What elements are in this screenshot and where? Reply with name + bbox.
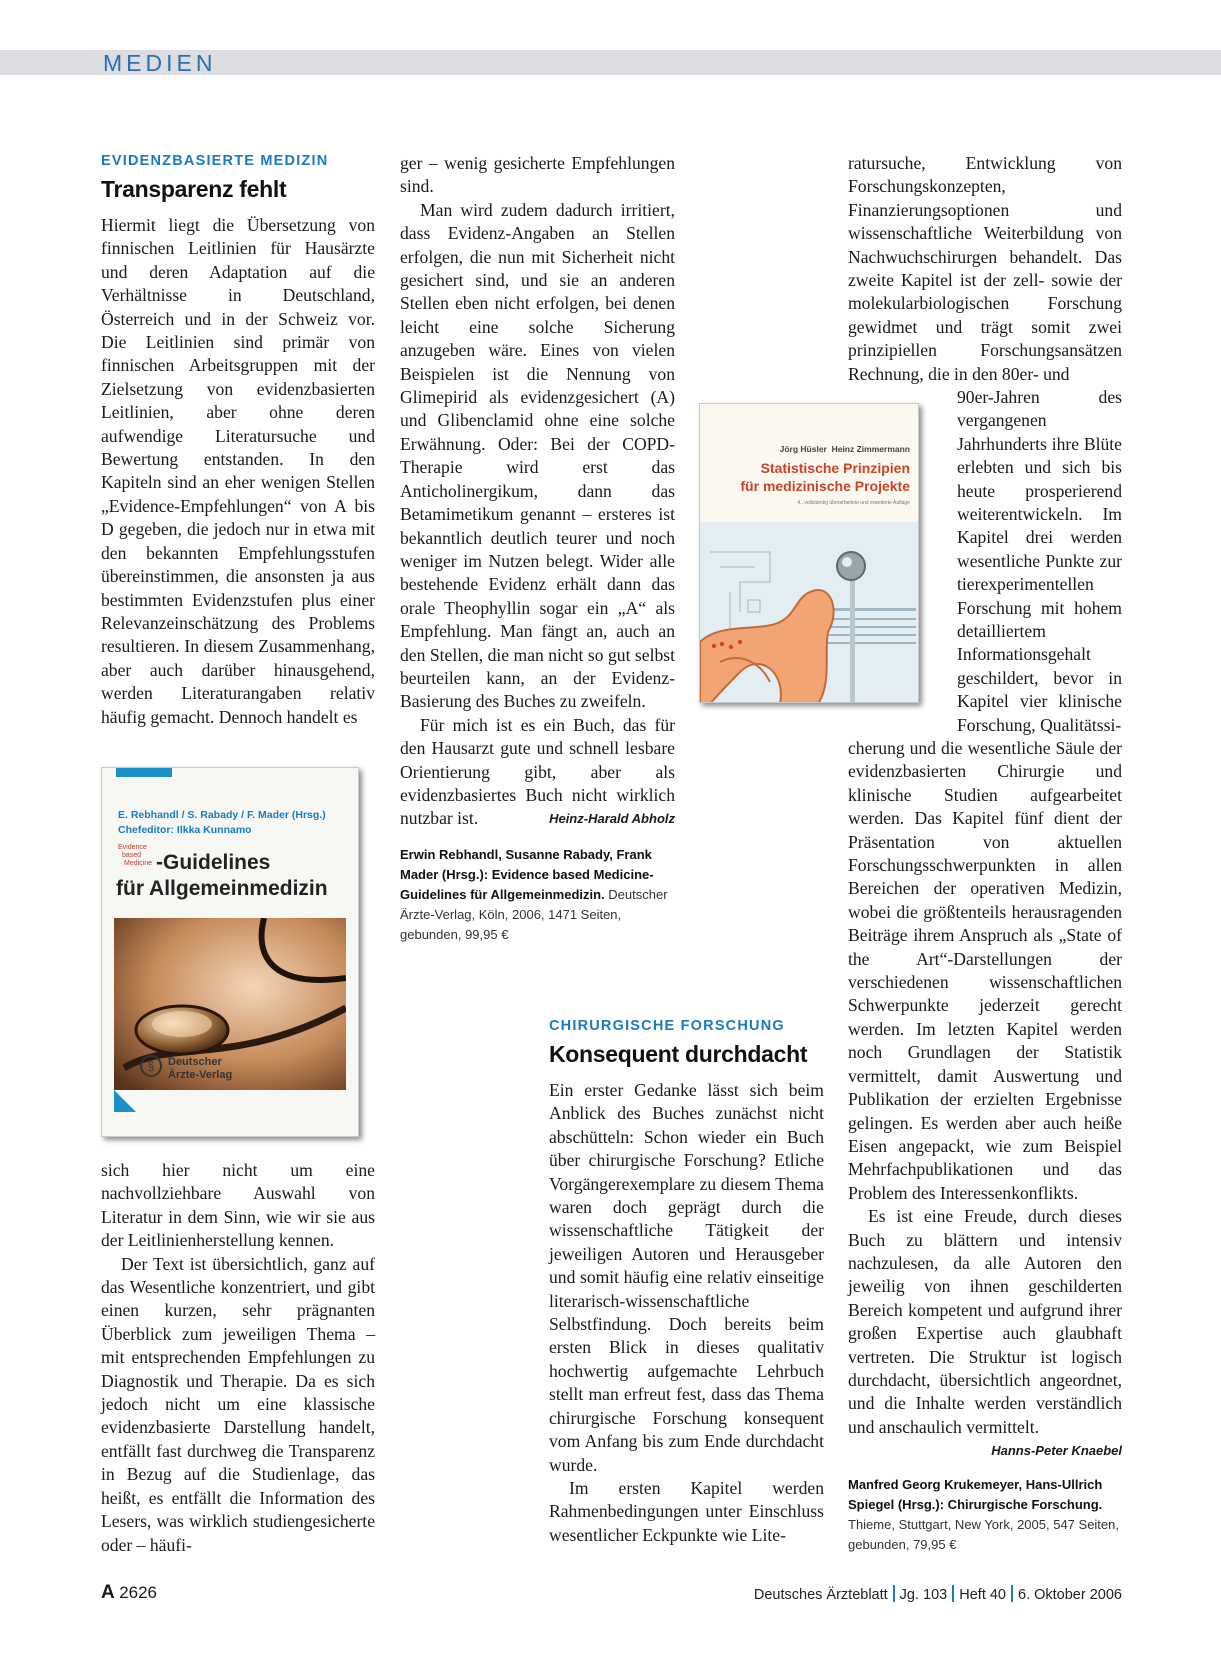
article2-column4-wrap — [957, 386, 1122, 737]
article2-biblio-details: Thieme, Stuttgart, New York, 2005, 547 Seiten, gebunden, 79,95 € — [848, 1516, 1119, 1552]
section-label: MEDIEN — [103, 50, 217, 76]
article2-column3 — [549, 1017, 824, 1547]
cover2-title-line2: für medizinische Projekte — [740, 478, 910, 494]
cover-ebm-evidence: Evidence — [118, 844, 147, 851]
book-cover-statistik — [699, 403, 919, 703]
article2-paragraph: ratursuche, Entwicklung von Forschungskonzepten, Finanzierungsoptionen und wissenschaftliche Weiterbildung von Nachwuchschirurgen behandelt. Das zweite Kapitel ist der zell- sowie der molekularbiologischen Forschung gewidmet und trägt somit zwei prinzipiellen Forschungsansätzen Rechnung, die in den 80er- und — [848, 153, 1122, 384]
article2-column4-bottom — [848, 737, 1122, 1555]
cover-ebm-medicine: Medicine — [124, 860, 153, 867]
article1-paragraph: Hiermit liegt die Übersetzung von finnischen Leitlinien für Hausärzte und deren Adaptation auf die Verhältnisse in Deutschland, Österreich und in der Schweiz vor. Die Leitlinien sind primär von finnischen Arbeitsgruppen mit der Zielsetzung von evidenzbasierten Leitlinien, aber ohne deren aufwendige Literatursuche und Bewertung entstanden. In den Kapiteln sind an eher wenigen Stellen „Evidence-Empfehlungen“ von A bis D gegeben, die jedoch nur in etwa mit den bekannten Empfehlungsstufen übereinstimmen, die ansonsten ja aus bestimmten Evidenzstufen plus einer Relevanzeinschätzung des Problems resultieren. In diesem Zusammenhang, aber auch darüber hinausgehend, werden Literaturangaben relativ häufig gemacht. Dennoch handelt es — [101, 215, 375, 727]
cover-ebm-based: based — [122, 852, 142, 859]
journal-volume: Jg. 103 — [899, 1587, 948, 1603]
article1-biblio-title: Erwin Rebhandl, Susanne Rabady, Frank Mader (Hrsg.): Evidence based Medicine-Guidelines für Allgemeinmedizin. — [400, 846, 654, 902]
article1-paragraph: sich hier nicht um eine nachvollziehbare Auswahl von Literatur in dem Sinn, wie wir sie aus der Leitlinienherstellung kennen. — [101, 1160, 375, 1251]
article2-column4-top — [848, 152, 1122, 386]
page-number: 2626 — [119, 1583, 158, 1602]
article2-kicker: CHIRURGISCHE FORSCHUNG — [549, 1018, 785, 1034]
journal-issue: Heft 40 — [959, 1587, 1006, 1603]
cover-publisher-line2: Ärzte-Verlag — [168, 1069, 233, 1081]
article1-title: Transparenz fehlt — [101, 176, 287, 202]
article1-paragraph: Man wird zudem dadurch irritiert, dass Evidenz-Angaben an Stellen erfolgen, die nun mit Sicherheit nicht gesichert sind, und sie an anderen Stellen eben nicht erfolgen, bei denen leicht eine solche Sicherung anzugeben wäre. Eines von vielen Beispielen ist die Nennung von Glimepirid als evidenzgesichert (A) und Glibenclamid ohne eine solche Erwähnung. Oder: Bei der COPD-Therapie wird erst das Anticholinergikum, dann das Betamimetikum genannt – ersteres ist bekanntlich deutlich teurer und noch weniger im Nutzen belegt. Wider alle bestehende Evidenz erhält dann das orale Theophyllin sogar ein „A“ als Empfehlung. Man fängt an, auch an den Stellen, die man nicht so gut selbst beurteilen kann, an der Evidenz-Basierung des Buches zu zweifeln. — [400, 199, 675, 712]
page-letter: A — [101, 1582, 115, 1603]
article1-bibliography — [400, 845, 675, 945]
article2-paragraph-last — [848, 1205, 1122, 1459]
cover-corner-triangle — [114, 1090, 136, 1112]
article2-author: Hanns-Peter Knaebel — [991, 1443, 1122, 1459]
page-footer-right — [754, 1585, 1122, 1603]
article1-author: Heinz-Harald Abholz — [549, 811, 675, 827]
article1-closing-text: Für mich ist es ein Buch, das für den Hausarzt gute und schnell lesbare Orientierung gibt, aber als evidenzbasiertes Buch nicht wirklich nutzbar ist. — [400, 714, 675, 829]
journal-name: Deutsches Ärzteblatt — [753, 1587, 888, 1603]
article2-paragraph: Ein erster Gedanke lässt sich beim Anblick des Buches zunächst nicht abschütteln: Schon wieder ein Buch über chirurgische Forschung? Etliche Vorgängerexemplare zu diesem Thema waren doch geprägt durch die wissenschaftliche Tätigkeit der jeweiligen Autoren und Herausgeber und somit häufig eine relativ einseitige literarisch-wissenschaftliche Selbstfindung. Doch bereits beim ersten Blick in dieses qualitativ hochwertig aufgemachte Lehrbuch stellt man erfreut fest, dass das Thema chirurgische Forschung konsequent vom Anfang bis zum Ende durchdacht wurde. — [549, 1080, 824, 1475]
article1-column1-top — [101, 152, 375, 729]
article2-bibliography — [848, 1475, 1122, 1555]
cover-ebm-logo — [118, 844, 154, 868]
article1-kicker: EVIDENZBASIERTE MEDIZIN — [101, 153, 329, 169]
article1-biblio-details: Deutscher Ärzte-Verlag, Köln, 2006, 1471 Seiten, gebunden, 99,95 € — [400, 886, 668, 942]
article1-paragraph: ger – wenig gesicherte Empfehlungen sind. — [400, 153, 675, 197]
article2-paragraph: cherung und die wesentliche Säule der evidenzbasierten Chirurgie und klinische Studien aufgearbeitet werden. Das Kapitel fünf dient der Präsentation von aktuellen Forschungsschwerpunkten in allen Bereichen der operativen Medizin, wobei die größtenteils herausragenden Beiträge ihrem Anspruch als „State of the Art“-Darstellungen der verschiedenen wissenschaftlichen Schwerpunkte jederzeit gerecht werden. Im letzten Kapitel werden noch Grundlagen der Statistik vermittelt, damit Auswertung und Publikation der erzielten Ergebnisse gelingen. Es werden aber auch heiße Eisen angepackt, wie zum Beispiel Mehrfachpublikationen und das Problem des Interessenkonflikts. — [848, 738, 1122, 1203]
cover-title-suffix: -Guidelines — [156, 851, 271, 874]
article2-paragraph: 90er-Jahren des vergangenen Jahrhunderts ihre Blüte erlebten und sich bis heute prosperierend weiterentwickeln. Im Kapitel drei werden wesentliche Punkte zur tierexperimentellen Forschung mit hohem detailliertem Informationsgehalt geschildert, bevor in Kapitel vier klinische Forschung, Qualitätssi- — [957, 387, 1122, 735]
footer-separator — [1011, 1585, 1013, 1602]
cover2-title-line1: Statistische Prinzipien — [760, 460, 910, 476]
article1-paragraph: Der Text ist übersichtlich, ganz auf das Wesentliche konzentriert, und gibt einen kurzen, sehr prägnanten Überblick zum jeweiligen Thema – mit entsprechenden Empfehlungen zu Diagnostik und Therapie. Da es sich jedoch nicht um eine klassische evidenzbasierte Darstellung handelt, entfällt fast durchweg die Transparenz in Bezug auf die Studienlage, das heißt, es entfällt die Information des Lesers, was wirklich studiengesicherte oder – häufi- — [101, 1253, 375, 1555]
article1-paragraph-last — [400, 714, 675, 831]
cover2-authors: Jörg Hüsler Heinz Zimmermann — [779, 444, 910, 454]
footer-separator — [952, 1585, 954, 1602]
footer-separator — [893, 1585, 895, 1602]
article2-closing-text: Es ist eine Freude, durch dieses Buch zu blättern und intensiv nachzulesen, da alle Autoren den jeweilig von ihnen geschilderten Bereich kompetent und aufgrund ihrer großen Expertise auch glaubhaft vertreten. Die Struktur ist logisch durchdacht, übersichtlich angeordnet, und die Inhalte werden verständlich und anschaulich vermittelt. — [848, 1206, 1122, 1437]
cover-editors: E. Rebhandl / S. Rabady / F. Mader (Hrsg.) — [118, 809, 326, 821]
article2-title: Konsequent durchdacht — [549, 1041, 808, 1067]
publisher-logo-icon: § — [140, 1055, 162, 1077]
article2-paragraph: Im ersten Kapitel werden Rahmenbedingungen unter Einschluss wesentlicher Eckpunkte wie Lite- — [549, 1477, 824, 1545]
article2-biblio-title: Manfred Georg Krukemeyer, Hans-Ullrich Spiegel (Hrsg.): Chirurgische Forschung. — [848, 1476, 1103, 1512]
journal-date: 6. Oktober 2006 — [1018, 1587, 1122, 1603]
article1-column2 — [400, 152, 675, 945]
cover-publisher-line1: Deutscher — [168, 1056, 222, 1068]
cover-title-line2: für Allgemeinmedizin — [116, 877, 328, 900]
page-footer-left — [101, 1582, 157, 1604]
cover2-subtitle: 4., vollständig überarbeitete und erweiterte Auflage — [797, 500, 910, 506]
cover-accent-bar — [116, 768, 172, 777]
cover2-illustration — [700, 522, 919, 703]
article1-column1-bottom — [101, 1159, 375, 1557]
cover-chief-editor: Chefeditor: Ilkka Kunnamo — [118, 824, 252, 836]
book-cover-guidelines — [101, 767, 359, 1137]
